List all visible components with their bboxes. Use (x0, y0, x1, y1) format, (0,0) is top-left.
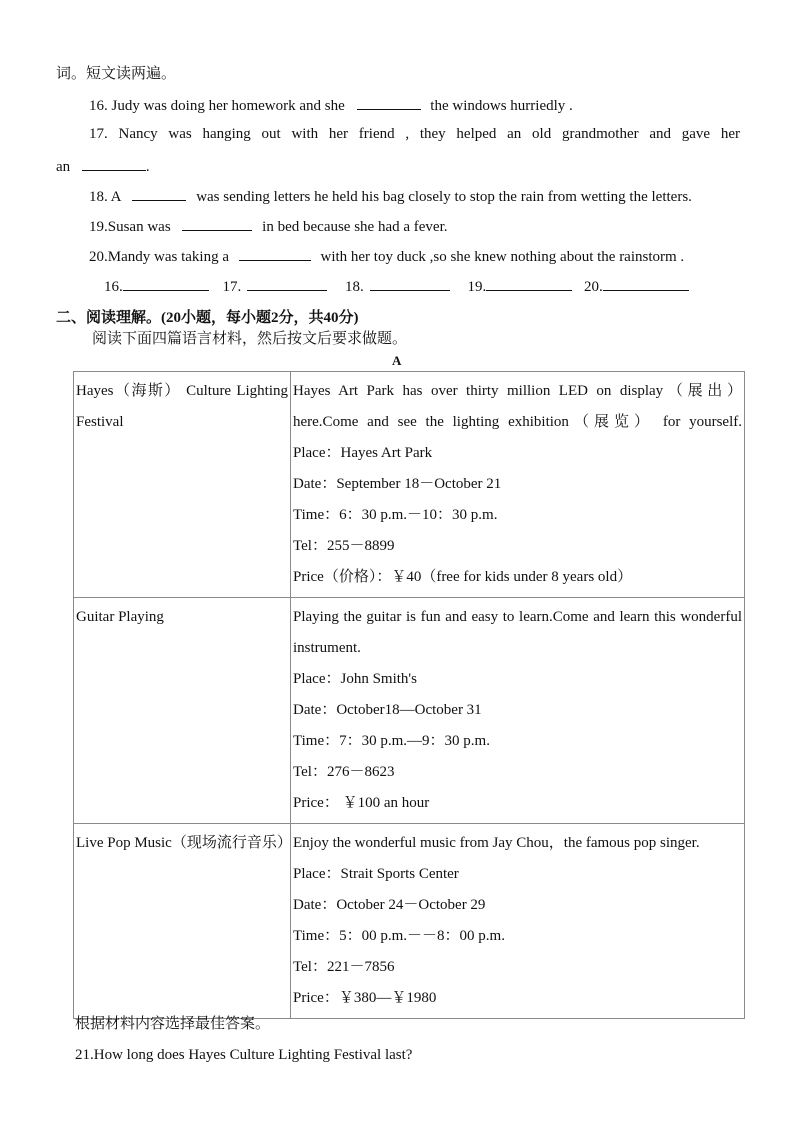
ad-price: Price： ￥100 an hour (293, 795, 430, 811)
question-19 (89, 216, 448, 236)
ad-name-cell (74, 598, 291, 824)
q16-pre: 16. Judy was doing her homework and she (89, 98, 345, 114)
q17-cont-pre: an (56, 159, 71, 175)
ad-name: Hayes（海斯） Culture Lighting Festival (76, 383, 288, 430)
answer-blank-16[interactable] (123, 276, 209, 291)
intro-text: 词。短文读两遍。 (56, 66, 177, 82)
section-heading: 二、阅读理解。(20小题，每小题2分，共40分) (56, 310, 359, 326)
table-row (74, 372, 745, 598)
ad-date: Date：October18—October 31 (293, 702, 482, 718)
ad-tel: Tel：276－8623 (293, 764, 395, 780)
question-17 (89, 125, 740, 143)
q20-pre: 20.Mandy was taking a (89, 249, 229, 265)
ad-time: Time：6：30 p.m.－10：30 p.m. (293, 507, 498, 523)
question-16 (89, 95, 573, 115)
answer-label-20: 20. (584, 279, 603, 295)
table-row (74, 598, 745, 824)
answer-label-18: 18. (345, 279, 364, 295)
ad-desc: Enjoy the wonderful music from Jay Chou，the famous pop singer. (293, 835, 700, 851)
q18-pre: 18. A (89, 189, 121, 205)
after-table-instruction: 根据材料内容选择最佳答案。 (75, 1016, 271, 1032)
ad-name-cell (74, 372, 291, 598)
ad-date: Date：October 24－October 29 (293, 897, 486, 913)
ad-place: Place：Strait Sports Center (293, 866, 459, 882)
q17-pre: 17. Nancy was hanging out with her friend , they helped an old grandmother and gave her (89, 126, 740, 142)
ad-time: Time：7：30 p.m.—9：30 p.m. (293, 733, 490, 749)
answer-blank-20[interactable] (603, 276, 689, 291)
q16-post: the windows hurriedly . (430, 98, 573, 114)
ad-desc: Playing the guitar is fun and easy to learn.Come and learn this wonderful instrument. (293, 609, 742, 656)
answer-blank-18[interactable] (370, 276, 450, 291)
ad-detail-cell (291, 372, 745, 598)
question-20 (89, 246, 684, 266)
question-21: 21.How long does Hayes Culture Lighting Festival last? (75, 1047, 413, 1063)
ad-tel: Tel：221－7856 (293, 959, 395, 975)
q17-cont-post: . (145, 159, 150, 175)
q20-post: with her toy duck ,so she knew nothing about the rainstorm . (320, 249, 685, 265)
ad-date: Date：September 18－October 21 (293, 476, 502, 492)
question-17-cont (56, 156, 150, 176)
ad-price: Price（价格）：￥40（free for kids under 8 years old） (293, 569, 633, 585)
q18-post: was sending letters he held his bag closely to stop the rain from wetting the letters. (196, 189, 692, 205)
ad-price: Price：￥380—￥1980 (293, 990, 437, 1006)
table-row (74, 824, 745, 1019)
ad-name: Guitar Playing (76, 609, 164, 625)
q19-blank[interactable] (182, 216, 252, 231)
q18-blank[interactable] (132, 186, 186, 201)
q19-post: in bed because she had a fever. (262, 219, 448, 235)
answer-label-16: 16. (104, 279, 123, 295)
q19-pre: 19.Susan was (89, 219, 171, 235)
ad-time: Time：5：00 p.m.－－8：00 p.m. (293, 928, 505, 944)
ad-name: Live Pop Music（现场流行音乐） (76, 835, 292, 851)
ad-place: Place：Hayes Art Park (293, 445, 433, 461)
q17-blank[interactable] (82, 156, 146, 171)
ad-detail-cell (291, 598, 745, 824)
answer-label-19: 19. (467, 279, 487, 295)
ads-table (73, 371, 745, 1019)
ad-place: Place：John Smith's (293, 671, 417, 687)
q20-blank[interactable] (239, 246, 311, 261)
ad-detail-cell (291, 824, 745, 1019)
ad-name-cell (74, 824, 291, 1019)
ad-tel: Tel：255－8899 (293, 538, 395, 554)
section-instruction: 阅读下面四篇语言材料，然后按文后要求做题。 (92, 331, 408, 347)
q16-blank[interactable] (357, 95, 421, 110)
ad-desc: Hayes Art Park has over thirty million LED on display（展出） here.Come and see the lighting exhibition（展览） for yourself. (293, 383, 742, 430)
passage-label: A (392, 353, 402, 368)
answer-line (104, 276, 689, 296)
answer-blank-19[interactable] (486, 276, 572, 291)
answer-label-17: 17. (222, 279, 242, 295)
question-18 (89, 186, 692, 206)
answer-blank-17[interactable] (247, 276, 327, 291)
